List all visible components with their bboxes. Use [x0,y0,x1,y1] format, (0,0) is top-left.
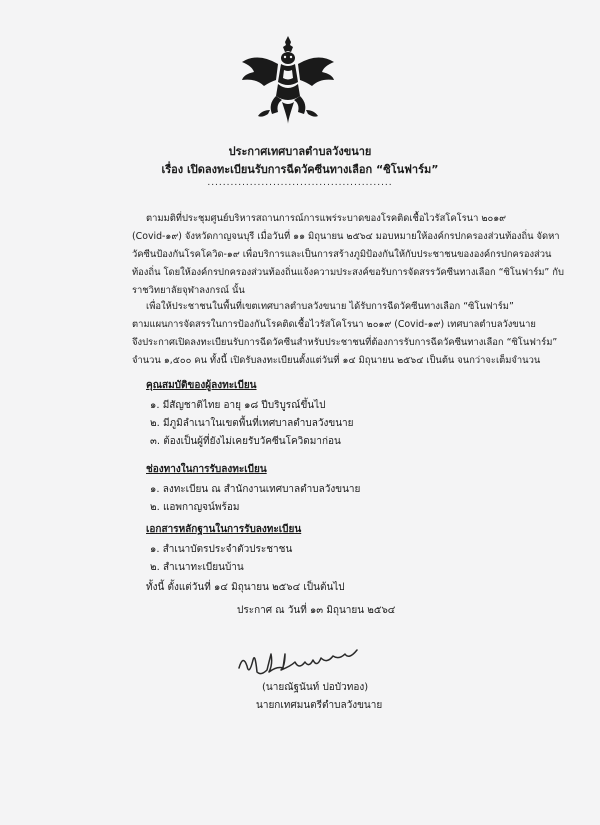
paragraph-announcement [132,298,558,370]
document-item: ๒. สำเนาทะเบียนบ้าน [150,562,244,573]
paragraph-line: ราชวิทยาลัยจุฬาลงกรณ์ นั้น [132,285,245,296]
garuda-emblem-icon [238,34,338,126]
paragraph-line: ตามแผนการจัดสรรในการป้องกันโรคติดเชื้อไวรัสโคโรนา ๒๐๑๙ (Covid-๑๙) เทศบาลตำบลวังขนาย [132,319,536,330]
paragraph-line: ตามมติที่ประชุมศูนย์บริหารสถานการณ์การแพร่ระบาดของโรคติดเชื้อไวรัสโคโรนา ๒๐๑๙ [146,213,507,224]
documents-heading: เอกสารหลักฐานในการรับลงทะเบียน [146,524,302,535]
paragraph-line: ท้องถิ่น โดยให้องค์กรปกครองส่วนท้องถิ่นแจ้งความประสงค์ขอรับการจัดสรรวัคซีนทางเลือก “ซิโนฟาร์ม” กับ [132,267,564,278]
announcement-title: ประกาศเทศบาลตำบลวังขนาย [228,145,372,158]
paragraph-line: เพื่อให้ประชาชนในพื้นที่เขตเทศบาลตำบลวังขนาย ได้รับการฉีดวัคซีนทางเลือก “ซิโนฟาร์ม” [146,301,514,312]
qualification-item: ๓. ต้องเป็นผู้ที่ยังไม่เคยรับวัคซีนโควิดมาก่อน [150,436,341,447]
paragraph-line: จึงประกาศเปิดลงทะเบียนรับการฉีดวัคซีนสำหรับประชาชนที่ต้องการรับการฉีดวัคซีนทางเลือก “ซิโนฟาร์ม” [132,337,558,348]
qualification-item: ๑. มีสัญชาติไทย อายุ ๑๘ ปีบริบูรณ์ขึ้นไป [150,400,326,411]
channels-heading: ช่องทางในการรับลงทะเบียน [146,464,267,475]
divider-dots: ................................................ [207,178,393,188]
channel-item: ๒. แอพกาญจน์พร้อม [150,502,240,513]
signatory-name: (นายณัฐนันท์ ปอบัวทอง) [262,682,369,693]
channel-item: ๑. ลงทะเบียน ณ สำนักงานเทศบาลตำบลวังขนาย [150,484,361,495]
qualifications-heading: คุณสมบัติของผู้ลงทะเบียน [146,380,257,391]
paragraph-line: วัคซีนป้องกันโรคโควิด-๑๙ เพื่อบริการและเป็นการสร้างภูมิป้องกันให้กับประชาชนขององค์กรปกครองส่วน [132,249,552,260]
announcement-date: ประกาศ ณ วันที่ ๑๓ มิถุนายน ๒๕๖๔ [237,605,396,616]
effective-date: ทั้งนี้ ตั้งแต่วันที่ ๑๔ มิถุนายน ๒๕๖๔ เป็นต้นไป [146,582,345,593]
handwritten-signature [235,644,375,684]
signatory-position: นายกเทศมนตรีตำบลวังขนาย [256,700,383,711]
paragraph-background [132,210,564,300]
paragraph-line: จำนวน ๑,๕๐๐ คน ทั้งนี้ เปิดรับลงทะเบียนตั้งแต่วันที่ ๑๔ มิถุนายน ๒๕๖๔ เป็นต้น จนกว่าจะเต็มจำนวน [132,355,541,366]
qualification-item: ๒. มีภูมิลำเนาในเขตพื้นที่เทศบาลตำบลวังขนาย [150,418,354,429]
paragraph-line: (Covid-๑๙) จังหวัดกาญจนบุรี เมื่อวันที่ ๑๑ มิถุนายน ๒๕๖๔ มอบหมายให้องค์กรปกครองส่วนท้องถิ่น จัดหา [132,231,560,242]
announcement-subject: เรื่อง เปิดลงทะเบียนรับการฉีดวัคซีนทางเลือก “ซิโนฟาร์ม” [161,163,439,176]
document-item: ๑. สำเนาบัตรประจำตัวประชาชน [150,544,293,555]
